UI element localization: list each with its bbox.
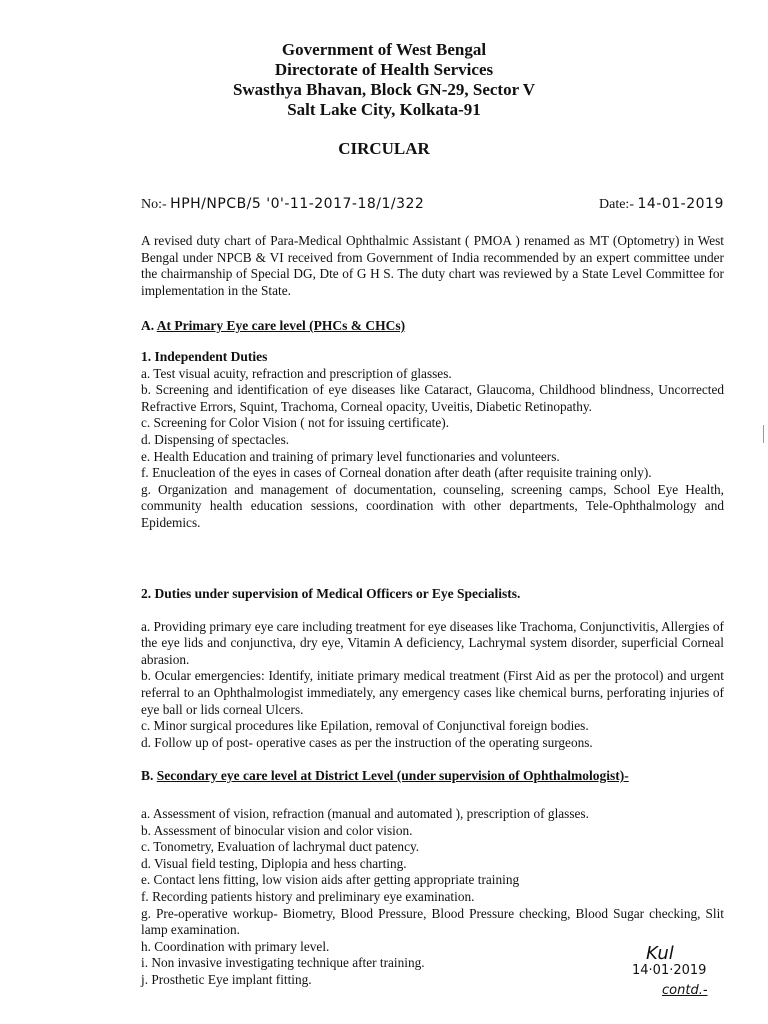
- supervised-duties: [141, 586, 724, 751]
- list-item: f. Enucleation of the eyes in cases of Corneal donation after death (after requisite training only).: [141, 465, 652, 481]
- letterhead: [0, 40, 768, 120]
- list-item: h. Coordination with primary level.: [141, 938, 330, 954]
- reference-number: [141, 196, 424, 213]
- reference-label: No:-: [141, 197, 167, 212]
- date-value: 14-01-2019: [637, 196, 724, 212]
- list-item: d. Follow up of post- operative cases as per the instruction of the operating surgeons.: [141, 734, 593, 750]
- letterhead-directorate: Directorate of Health Services: [274, 60, 494, 79]
- independent-duties-title: 1. Independent Duties: [141, 349, 268, 364]
- signature-initials: Kul: [646, 943, 674, 964]
- independent-duties: [141, 349, 724, 532]
- list-item: d. Visual field testing, Diplopia and hess charting.: [141, 855, 407, 871]
- handwritten-signature: [626, 943, 726, 1002]
- letterhead-government: Government of West Bengal: [281, 40, 487, 59]
- letterhead-city: Salt Lake City, Kolkata-91: [287, 100, 481, 119]
- date-label: Date:-: [599, 197, 634, 212]
- list-item: d. Dispensing of spectacles.: [141, 431, 290, 447]
- list-item: a. Assessment of vision, refraction (manual and automated ), prescription of glasses.: [141, 806, 589, 821]
- list-item: i. Non invasive investigating technique after training.: [141, 955, 425, 971]
- list-item: g. Organization and management of documentation, counseling, screening camps, School Eye Health, community health education sessions, coordination with other departments, Tele-Ophthalmology and Epidemics.: [141, 481, 724, 530]
- section-a-title: At Primary Eye care level (PHCs & CHCs): [156, 318, 406, 333]
- list-item: a. Providing primary eye care including treatment for eye diseases like Trachoma, Conjunctivitis, Allergies of the eye lids and conjunctiva, dry eye, Vitamin A deficiency, Lachrymal system disorder, superficial Corneal abrasion.: [141, 618, 724, 667]
- list-item: b. Assessment of binocular vision and color vision.: [141, 822, 413, 838]
- intro-text: A revised duty chart of Para-Medical Ophthalmic Assistant ( PMOA ) renamed as MT (Optometry) in West Bengal under NPCB & VI received from Government of India recommended by an expert committee under the chairmanship of Special DG, Dte of G H S. The duty chart was reviewed by a State Level Committee for implementation in the State.: [141, 233, 724, 298]
- list-item: a. Test visual acuity, refraction and prescription of glasses.: [141, 365, 452, 381]
- letterhead-address: Swasthya Bhavan, Block GN-29, Sector V: [232, 80, 536, 99]
- section-b-prefix: B.: [141, 768, 154, 783]
- list-item: c. Screening for Color Vision ( not for issuing certificate).: [141, 415, 450, 431]
- list-item: c. Minor surgical procedures like Epilation, removal of Conjunctival foreign bodies.: [141, 718, 589, 734]
- supervised-duties-title: 2. Duties under supervision of Medical Officers or Eye Specialists.: [141, 586, 521, 601]
- list-item: b. Screening and identification of eye diseases like Cataract, Glaucoma, Childhood blindness, Uncorrected Refractive Errors, Squint, Trachoma, Corneal opacity, Uveitis, Diabetic Retinopathy.: [141, 382, 724, 414]
- list-item: b. Ocular emergencies: Identify, initiate primary medical treatment (First Aid as per the protocol) and urgent referral to an Ophthalmologist immediately, any emergency cases like chemical burns, perforating injuries of eye ball or lids corneal Ulcers.: [141, 668, 724, 717]
- intro-paragraph: [141, 233, 724, 299]
- reference-value: HPH/NPCB/5 '0'-11-2017-18/1/322: [170, 196, 425, 212]
- section-a-prefix: A.: [141, 318, 155, 333]
- section-b-heading: [141, 768, 724, 785]
- document-title: CIRCULAR: [338, 139, 430, 158]
- list-item: g. Pre-operative workup- Biometry, Blood Pressure, Blood Pressure checking, Blood Sugar checking, Slit lamp examination.: [141, 905, 724, 938]
- signature-date: 14·01·2019: [632, 963, 707, 978]
- list-item: e. Contact lens fitting, low vision aids after getting appropriate training: [141, 872, 520, 888]
- section-b-title: Secondary eye care level at District Level (under supervision of Ophthalmologist)-: [156, 768, 629, 783]
- continued-note: contd.-: [662, 983, 708, 998]
- issue-date: [599, 196, 724, 213]
- list-item: j. Prosthetic Eye implant fitting.: [141, 971, 312, 987]
- list-item: f. Recording patients history and preliminary eye examination.: [141, 888, 475, 904]
- list-item: c. Tonometry, Evaluation of lachrymal duct patency.: [141, 839, 420, 855]
- list-item: e. Health Education and training of primary level functionaries and volunteers.: [141, 448, 560, 464]
- scan-edge-mark: [763, 425, 764, 443]
- section-a-heading: [141, 318, 724, 335]
